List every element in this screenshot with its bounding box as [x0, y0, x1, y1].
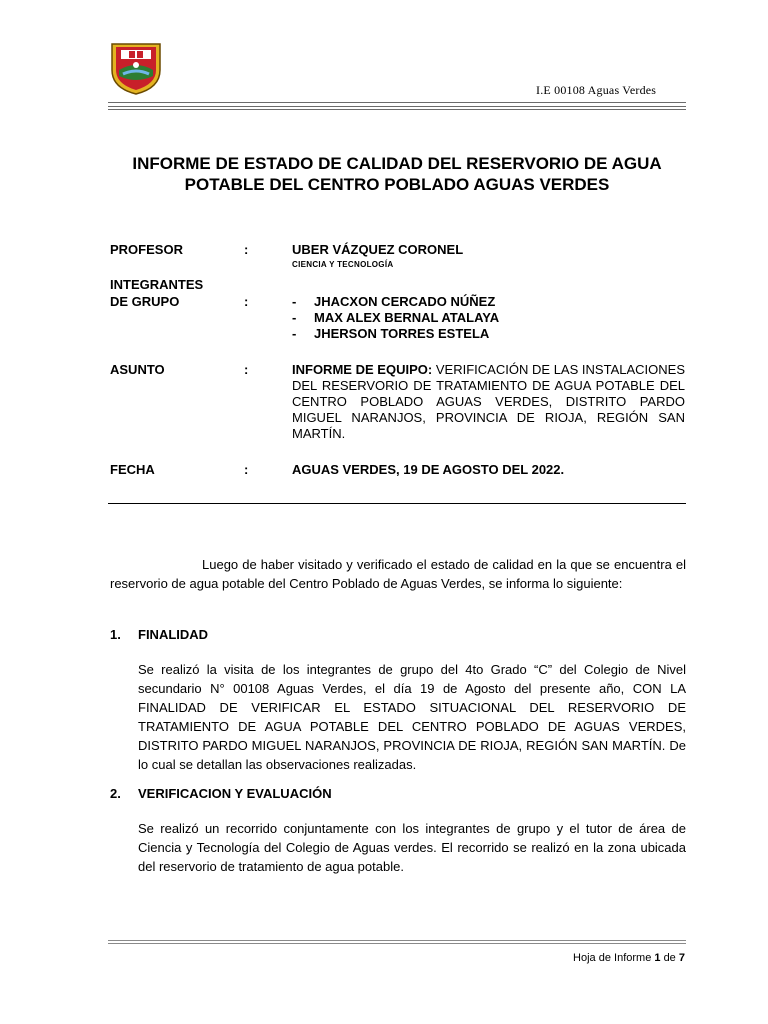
page-footer: [573, 952, 685, 964]
fecha-label: FECHA: [110, 462, 155, 477]
integrantes-colon: :: [244, 294, 249, 309]
integrantes-list: [292, 294, 499, 342]
profesor-colon: :: [244, 242, 249, 257]
integrantes-label-line-2: DE GRUPO: [110, 294, 180, 309]
footer-page-number: 1: [654, 952, 661, 964]
profesor-name: UBER VÁZQUEZ CORONEL: [292, 242, 464, 257]
asunto-label: ASUNTO: [110, 362, 165, 377]
header-rule: [108, 102, 686, 103]
report-title-line-2: POTABLE DEL CENTRO POBLADO AGUAS VERDES: [184, 175, 610, 194]
footer-prefix: Hoja de Informe: [573, 952, 652, 964]
footer-rule-secondary: [108, 943, 686, 944]
footer-page-total: 7: [678, 952, 685, 964]
section-2-heading: 2. VERIFICACION Y EVALUACIÓN: [110, 786, 332, 801]
asunto-value: [292, 362, 685, 442]
integrantes-label-line-1: INTEGRANTES: [110, 277, 204, 292]
header-rule-tertiary: [108, 109, 686, 110]
section-divider: [108, 503, 686, 504]
section-2-paragraph: Se realizó un recorrido conjuntamente con los integrantes de grupo y el tutor de área de Ciencia y Tecnología del Colegio de Aguas verdes. El recorrido se realizó en la zona ubicada del reservorio de tratamiento de agua potable.: [138, 821, 686, 874]
integrante-item: - JHACXON CERCADO NÚÑEZ: [292, 294, 496, 309]
fecha-colon: :: [244, 462, 249, 477]
section-1-heading: 1. FINALIDAD: [110, 627, 209, 642]
integrante-item: - MAX ALEX BERNAL ATALAYA: [292, 310, 500, 325]
report-title: [108, 153, 686, 195]
report-title-line-1: INFORME DE ESTADO DE CALIDAD DEL RESERVORIO DE AGUA: [132, 154, 662, 173]
header-rule-secondary: [108, 106, 686, 107]
integrante-item: - JHERSON TORRES ESTELA: [292, 326, 490, 341]
fecha-value: AGUAS VERDES, 19 DE AGOSTO DEL 2022.: [292, 462, 565, 477]
footer-of: de: [663, 952, 676, 964]
asunto-colon: :: [244, 362, 249, 377]
profesor-area: CIENCIA Y TECNOLOGÍA: [292, 260, 394, 269]
asunto-bold: INFORME DE EQUIPO:: [292, 362, 433, 377]
school-crest-icon: [107, 40, 165, 96]
intro-paragraph: Luego de haber visitado y verificado el estado de calidad en la que se encuentra el reservorio de agua potable del Centro Poblado de Aguas Verdes, se informa lo siguiente:: [110, 557, 686, 591]
profesor-label: PROFESOR: [110, 242, 183, 257]
section-1-paragraph: Se realizó la visita de los integrantes de grupo del 4to Grado “C” del Colegio de Nivel secundario N° 00108 Aguas Verdes, el día 19 de Agosto del presente año, CON LA FINALIDAD DE VERIFICAR EL ESTADO SITUACIONAL DEL RESERVORIO DE TRATAMIENTO DE AGUA POTABLE DEL CENTRO POBLADO DE AGUAS VERDES, DISTRITO PARDO MIGUEL NARANJOS, PROVINCIA DE RIOJA, REGIÓN SAN MARTÍN. De lo cual se detallan las observaciones realizadas.: [138, 662, 686, 772]
footer-rule: [108, 940, 686, 941]
school-name: I.E 00108 Aguas Verdes: [536, 83, 657, 97]
asunto-text: VERIFICACIÓN DE LAS INSTALACIONES DEL RESERVORIO DE TRATAMIENTO DE AGUA POTABLE DEL CENTRO POBLADO AGUAS VERDES, DISTRITO PARDO MIGUEL NARANJOS, PROVINCIA DE RIOJA, REGIÓN SAN MARTÍN.: [292, 362, 685, 441]
